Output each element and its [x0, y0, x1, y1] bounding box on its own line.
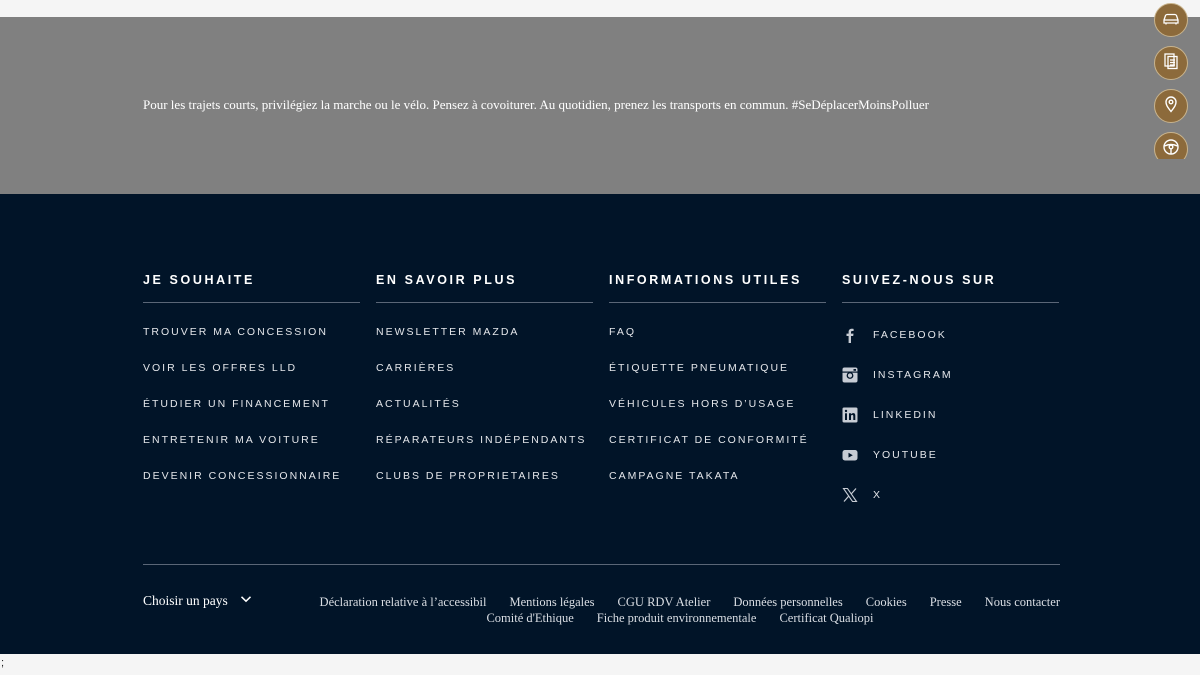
footer-link-clubs[interactable]: CLUBS DE PROPRIETAIRES [376, 470, 560, 482]
x-logo-icon [842, 487, 858, 503]
steering-wheel-icon [1161, 137, 1181, 160]
eco-banner [0, 17, 1200, 194]
legal-link-accessibilite[interactable]: Déclaration relative à l’accessibil [319, 595, 487, 609]
brochure-icon [1161, 51, 1181, 76]
country-selector[interactable] [143, 593, 252, 609]
footer-link-vehicules-hors-usage[interactable]: VÉHICULES HORS D’USAGE [609, 398, 796, 410]
footer-column-en-savoir-plus [376, 272, 593, 505]
footer-link-financement[interactable]: ÉTUDIER UN FINANCEMENT [143, 398, 330, 410]
location-pin-icon [1161, 94, 1181, 119]
footer-bottom-divider [143, 564, 1060, 565]
footer-link-newsletter[interactable]: NEWSLETTER MAZDA [376, 326, 520, 338]
column-divider [143, 302, 360, 303]
legal-link-comite-ethique[interactable]: Comité d'Ethique [486, 611, 574, 625]
footer-link-faq[interactable]: FAQ [609, 326, 637, 338]
legal-link-cgu-rdv-atelier[interactable]: CGU RDV Atelier [617, 595, 711, 609]
legal-link-cookies[interactable]: Cookies [865, 595, 907, 609]
brochure-tool-button[interactable] [1154, 46, 1188, 80]
legal-links [300, 594, 1060, 626]
social-link-facebook[interactable] [842, 325, 1059, 345]
footer-link-reparateurs[interactable]: RÉPARATEURS INDÉPENDANTS [376, 434, 587, 446]
footer-link-trouver-concession[interactable]: TROUVER MA CONCESSION [143, 326, 328, 338]
legal-link-presse[interactable]: Presse [929, 595, 962, 609]
column-title: SUIVEZ-NOUS SUR [842, 273, 997, 287]
legal-link-nous-contacter[interactable]: Nous contacter [984, 595, 1060, 609]
social-link-x[interactable] [842, 485, 1059, 505]
legal-link-mentions-legales[interactable]: Mentions légales [509, 595, 595, 609]
facebook-icon [842, 327, 858, 343]
country-selector-label: Choisir un pays [143, 593, 228, 608]
footer-link-offres-lld[interactable]: VOIR LES OFFRES LLD [143, 362, 298, 374]
side-tools [1154, 3, 1190, 159]
column-divider [376, 302, 593, 303]
site-footer [0, 194, 1200, 654]
footer-link-actualites[interactable]: ACTUALITÉS [376, 398, 461, 410]
footer-link-carrieres[interactable]: CARRIÈRES [376, 362, 456, 374]
social-link-instagram[interactable] [842, 365, 1059, 385]
social-label: LINKEDIN [873, 409, 938, 421]
car-icon [1161, 8, 1181, 33]
footer-column-informations-utiles [609, 272, 826, 505]
column-title: JE SOUHAITE [143, 273, 255, 287]
chevron-down-icon [228, 593, 252, 609]
stray-text: ; [1, 657, 5, 669]
page-bottom-strip [0, 654, 1200, 675]
social-link-youtube[interactable] [842, 445, 1059, 465]
youtube-icon [842, 447, 858, 463]
legal-links-row-2 [300, 610, 1060, 626]
social-label: X [873, 489, 883, 501]
social-label: INSTAGRAM [873, 369, 953, 381]
instagram-icon [842, 367, 858, 383]
footer-column-suivez-nous [842, 272, 1059, 525]
legal-link-fiche-produit[interactable]: Fiche produit environnementale [596, 611, 757, 625]
footer-link-certificat-conformite[interactable]: CERTIFICAT DE CONFORMITÉ [609, 434, 809, 446]
social-label: FACEBOOK [873, 329, 947, 341]
footer-link-entretenir[interactable]: ENTRETENIR MA VOITURE [143, 434, 320, 446]
test-drive-tool-button[interactable] [1154, 132, 1188, 159]
footer-link-devenir-concessionnaire[interactable]: DEVENIR CONCESSIONNAIRE [143, 470, 342, 482]
social-label: YOUTUBE [873, 449, 938, 461]
eco-banner-text: Pour les trajets courts, privilégiez la marche ou le vélo. Pensez à covoiturer. Au quotidien, prenez les transports en commun. #SeDéplacerMoinsPolluer [143, 97, 929, 112]
legal-links-row-1 [300, 594, 1060, 610]
social-link-linkedin[interactable] [842, 405, 1059, 425]
linkedin-icon [842, 407, 858, 423]
location-tool-button[interactable] [1154, 89, 1188, 123]
column-title: INFORMATIONS UTILES [609, 273, 802, 287]
footer-link-campagne-takata[interactable]: CAMPAGNE TAKATA [609, 470, 740, 482]
car-tool-button[interactable] [1154, 3, 1188, 37]
top-strip [0, 0, 1200, 17]
column-title: EN SAVOIR PLUS [376, 273, 518, 287]
footer-link-etiquette-pneumatique[interactable]: ÉTIQUETTE PNEUMATIQUE [609, 362, 790, 374]
legal-link-donnees-personnelles[interactable]: Données personnelles [733, 595, 843, 609]
column-divider [842, 302, 1059, 303]
column-divider [609, 302, 826, 303]
footer-column-je-souhaite [143, 272, 360, 505]
legal-link-certificat-qualiopi[interactable]: Certificat Qualiopi [779, 611, 874, 625]
